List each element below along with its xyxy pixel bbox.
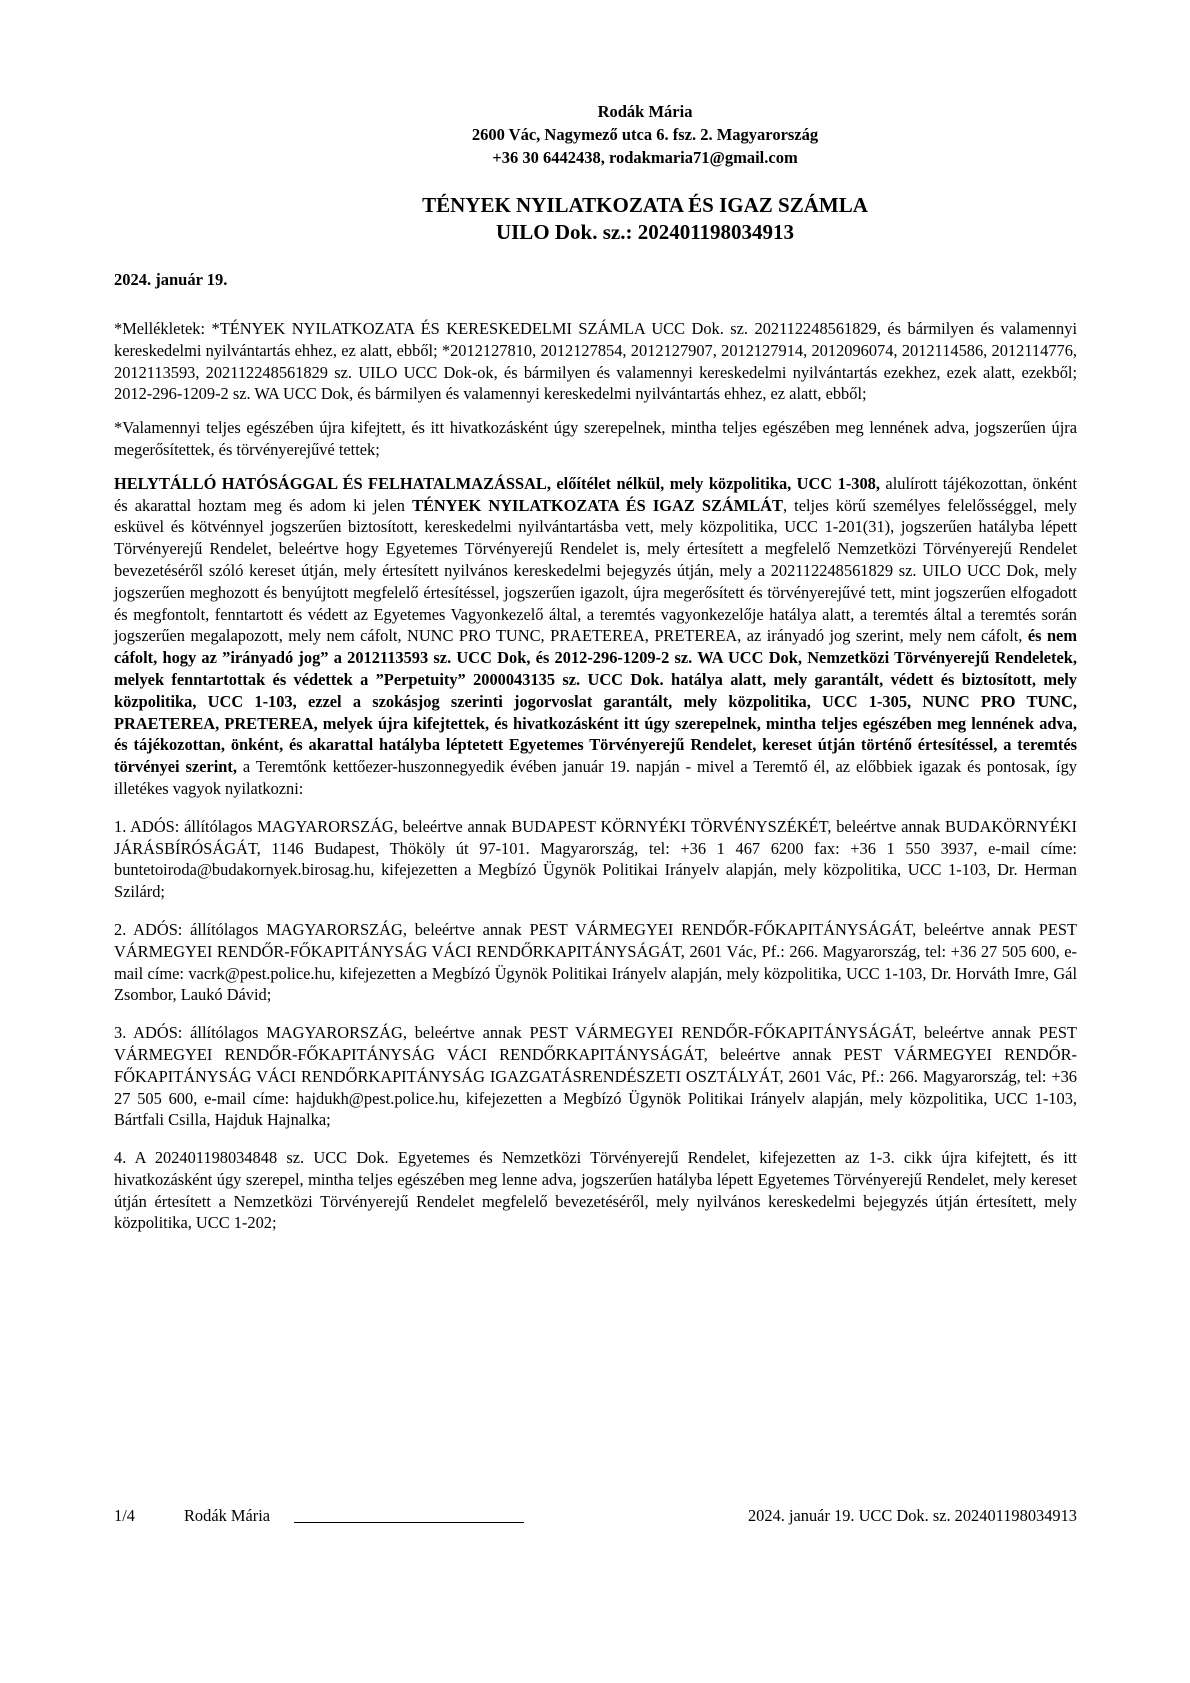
- title-line-2: UILO Dok. sz.: 202401198034913: [495, 220, 795, 244]
- document-date: 2024. január 19.: [114, 270, 228, 289]
- signer-name: Rodák Mária: [184, 1506, 271, 1525]
- authority-clause: HELYTÁLLÓ HATÓSÁGGAL ÉS FELHATALMAZÁSSAL, előítélet nélkül, mely közpolitika, UCC 1-308,: [114, 473, 880, 493]
- footer-reference: 2024. január 19. UCC Dok. sz. 202401198034913: [747, 1506, 1077, 1525]
- sender-address: 2600 Vác, Nagymező utca 6. fsz. 2. Magyarország: [471, 125, 819, 144]
- sender-name: Rodák Mária: [597, 102, 693, 121]
- document-name-bold: TÉNYEK NYILATKOZATA ÉS IGAZ SZÁMLÁT: [412, 495, 783, 515]
- page-footer: [114, 1506, 1077, 1526]
- main-declaration-paragraph: [114, 473, 1077, 800]
- declaration-text: a Teremtőnk kettőezer-huszonnegyedik évében január 19. napján - mivel a Teremtő él, az előbbiek igazak és pontosak, így illetékes vagyok nyilatkozni:: [114, 757, 1077, 798]
- declaration-text: , teljes körű személyes felelősséggel, mely esküvel és kötvénnyel jogszerűen biztosított, kereskedelmi nyilvántartásba vett, mely közpolitika, UCC 1-201(31), jogszerűen hatályba lépett Törvényerejű Rendelet, beleértve hogy Egyetemes Törvényerejű Rendelet is, mely értesített a megfelelő Nemzetközi Törvényerejű Rendelet bevezetéséről szóló kereset útján, mely értesített nyilvános kereskedelmi bejegyzés útján, mely a 202112248561829 sz. UILO UCC Dok, mely jogszerűen meghozott és benyújtott megfelelő értesítéssel, jogszerűen igazolt, újra megerősített és törvényerejűvé tett, mint jogszerűen elfogadott és megfontolt, fenntartott és védett az Egyetemes Vagyonkezelő által, a teremtés vagyonkezelője hatálya alatt, a teremtés által a teremtés során jogszerűen megalapozott, mely nem cáfolt, NUNC PRO TUNC, PRAETEREA, PRETEREA, az irányadó jog szerint, mely nem cáfolt,: [114, 495, 1078, 646]
- sender-header: [0, 100, 1190, 169]
- sender-contact: +36 30 6442438, rodakmaria71@gmail.com: [492, 148, 798, 167]
- signature-line: [294, 1506, 524, 1523]
- governing-law-clause: és nem cáfolt, hogy az ”irányadó jog” a 2012113593 sz. UCC Dok, és 2012-296-1209-2 sz. WA UCC Dok, Nemzetközi Törvényerejű Rendeletek, melyek fenntartottak és védettek a ”Perpetuity” 2000043135 sz. UCC Dok. hatálya alatt, mely garantált, védett és biztosított, mely közpolitika, UCC 1-103, ezzel a szokásjog szerinti jogorvoslat garantált, mely közpolitika, UCC 1-305, NUNC PRO TUNC, PRAETEREA, PRETEREA, melyek újra kifejtettek, és hivatkozásként itt úgy szerepelnek, mintha teljes egészében meg lennének adva, és tájékozottan, önként, és akarattal hatályba léptetett Egyetemes Törvényerejű Rendelet, kereset útján történő értesítéssel, a teremtés törvényei szerint,: [114, 626, 1077, 777]
- debtor-item-3: 3. ADÓS: állítólagos MAGYARORSZÁG, beleértve annak PEST VÁRMEGYEI RENDŐR-FŐKAPITÁNYSÁGÁT, beleértve annak PEST VÁRMEGYEI RENDŐR-FŐKAPITÁNYSÁG VÁCI RENDŐRKAPITÁNYSÁGÁT, beleértve annak PEST VÁRMEGYEI RENDŐR-FŐKAPITÁNYSÁG VÁCI RENDŐRKAPITÁNYSÁG IGAZGATÁSRENDÉSZETI OSZTÁLYÁT, 2601 Vác, Pf.: 266. Magyarország, tel: +36 27 505 600, e-mail címe: hajdukh@pest.police.hu, kifejezetten a Megbízó Ügynök Politikai Irányelv alapján, mely közpolitika, UCC 1-103, Bártfali Csilla, Hajduk Hajnalka;: [114, 1023, 1077, 1130]
- declaration-text: alulírott tájékozottan, önként és akarattal hoztam meg és adom ki jelen: [114, 473, 1077, 515]
- page-number: 1/4: [114, 1506, 135, 1525]
- document-title: [100, 192, 1190, 246]
- title-line-1: TÉNYEK NYILATKOZATA ÉS IGAZ SZÁMLA: [422, 193, 868, 217]
- item-4: 4. A 202401198034848 sz. UCC Dok. Egyetemes és Nemzetközi Törvényerejű Rendelet, kifejezetten az 1-3. cikk újra kifejtett, és itt hivatkozásként úgy szerepel, mintha teljes egészében meg lenne adva, jogszerűen hatályba lépett Egyetemes Törvényerejű Rendelet, mely kereset útján értesített a Nemzetközi Törvényerejű Rendelet megfelelő bevezetéséről, mely nyilvános kereskedelmi bejegyzés útján értesített, mely közpolitika, UCC 1-202;: [114, 1148, 1077, 1233]
- debtor-item-1: 1. ADÓS: állítólagos MAGYARORSZÁG, beleértve annak BUDAPEST KÖRNYÉKI TÖRVÉNYSZÉKÉT, beleértve annak BUDAKÖRNYÉKI JÁRÁSBÍRÓSÁGÁT, 1146 Budapest, Thököly út 97-101. Magyarország, tel: +36 1 467 6200 fax: +36 1 550 3937, e-mail címe: buntetoiroda@budakornyek.birosag.hu, kifejezetten a Megbízó Ügynök Politikai Irányelv alapján, mely közpolitika, UCC 1-103, Dr. Herman Szilárd;: [114, 816, 1077, 902]
- document-body: [114, 318, 1077, 1250]
- debtor-item-2: 2. ADÓS: állítólagos MAGYARORSZÁG, beleértve annak PEST VÁRMEGYEI RENDŐR-FŐKAPITÁNYSÁGÁT, beleértve annak PEST VÁRMEGYEI RENDŐR-FŐKAPITÁNYSÁG VÁCI RENDŐRKAPITÁNYSÁGÁT, 2601 Vác, Pf.: 266. Magyarország, tel: +36 27 505 600, e-mail címe: vacrk@pest.police.hu, kifejezetten a Megbízó Ügynök Politikai Irányelv alapján, mely közpolitika, UCC 1-103, Dr. Horváth Imre, Gál Zsombor, Laukó Dávid;: [114, 919, 1077, 1005]
- incorporation-paragraph: *Valamennyi teljes egészében újra kifejtett, és itt hivatkozásként úgy szerepelnek, mintha teljes egészében meg lennének adva, jogszerűen újra megerősítettek, és törvényerejűvé tettek;: [114, 418, 1077, 459]
- attachments-paragraph: *Mellékletek: *TÉNYEK NYILATKOZATA ÉS KERESKEDELMI SZÁMLA UCC Dok. sz. 202112248561829, és bármilyen és valamennyi kereskedelmi nyilvántartás ehhez, ez alatt, ebből; *2012127810, 2012127854, 2012127907, 2012127914, 2012096074, 2012114586, 2012114776, 2012113593, 202112248561829 sz. UILO UCC Dok-ok, és bármilyen és valamennyi kereskedelmi nyilvántartás ezekhez, ezek alatt, ezekből; 2012-296-1209-2 sz. WA UCC Dok, és bármilyen és valamennyi kereskedelmi nyilvántartás ehhez, ez alatt, ebből;: [114, 319, 1077, 404]
